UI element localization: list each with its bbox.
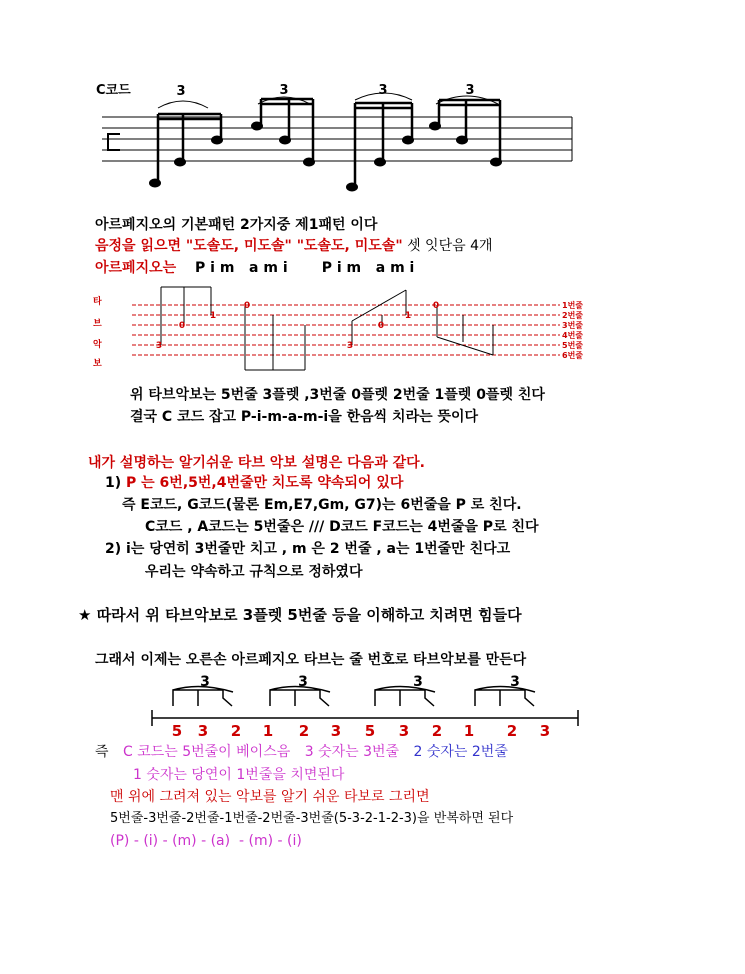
fret-number: 0 xyxy=(178,321,186,331)
fret-number: 1 xyxy=(209,311,217,321)
string-label: 5번줄 xyxy=(562,341,584,350)
chord-label: C코드 xyxy=(96,83,131,98)
tab-side-label: 브 xyxy=(93,319,102,329)
fret-number: 0 xyxy=(377,321,385,331)
new-tab-intro: 그래서 이제는 오른손 아르페지오 타브는 줄 번호로 타브악보를 만든다 xyxy=(95,652,527,668)
summary-line-4: 5번줄-3번줄-2번줄-1번줄-2번줄-3번줄(5-3-2-1-2-3)을 반복하면 된다 xyxy=(110,811,514,826)
summary-prefix: 즉 xyxy=(95,744,109,760)
triplet-mark: 3 xyxy=(298,674,308,690)
string-label: 4번줄 xyxy=(562,331,584,340)
triplet-mark: 3 xyxy=(413,674,423,690)
star-icon: ★ xyxy=(78,606,92,624)
section-item-2: 2) i는 당연히 3번줄만 치고 , m 은 2 번줄 , a는 1번줄만 친다고 xyxy=(105,541,511,557)
section-heading: 내가 설명하는 알기쉬운 타브 악보 설명은 다음과 같다. xyxy=(88,455,425,471)
triplet-mark: 3 xyxy=(176,84,186,99)
summary-line-3: 맨 위에 그려져 있는 악보를 알기 쉬운 타보로 그리면 xyxy=(110,789,430,805)
star-line-text: 따라서 위 타브악보로 3플렛 5번줄 등을 이해하고 치려면 힘들다 xyxy=(96,606,522,624)
string-number: 1 xyxy=(262,722,274,740)
fret-number: 0 xyxy=(432,301,440,311)
string-number: 3 xyxy=(197,722,209,740)
summary-bass-note: C 코드는 5번줄이 베이스음 xyxy=(122,744,291,760)
tab-side-label: 악 xyxy=(93,340,102,350)
triplet-mark: 3 xyxy=(510,674,520,690)
string-label: 3번줄 xyxy=(562,321,584,330)
string-label: 2번줄 xyxy=(562,311,584,320)
triplet-mark: 3 xyxy=(200,674,210,690)
string-label: 1번줄 xyxy=(562,301,584,310)
string-number: 1 xyxy=(463,722,475,740)
summary-line-2: 1 숫자는 당연이 1번줄을 치면된다 xyxy=(133,767,345,783)
intro-line-1: 아르페지오의 기본패턴 2가지중 제1패턴 이다 xyxy=(95,217,378,233)
summary-line-5: (P) - (i) - (m) - (a) - (m) - (i) xyxy=(110,833,302,849)
finger-pattern: P i m a m i P i m a m i xyxy=(195,260,415,276)
fret-number: 3 xyxy=(346,341,354,351)
fret-number: 3 xyxy=(155,341,163,351)
string-number: 5 xyxy=(364,722,376,740)
triplet-mark: 3 xyxy=(378,83,388,98)
summary-three: 3 숫자는 3번줄 xyxy=(304,744,400,760)
arpeggio-label: 아르페지오는 xyxy=(95,260,177,276)
intro-line-2-red: 음정을 읽으면 "도솔도, 미도솔" "도솔도, 미도솔" xyxy=(95,238,403,254)
item-1-number: 1) xyxy=(105,475,122,491)
explain-line-1: 위 타브악보는 5번줄 3플렛 ,3번줄 0플렛 2번줄 1플렛 0플렛 친다 xyxy=(130,387,545,403)
string-label: 6번줄 xyxy=(562,351,584,360)
string-number: 2 xyxy=(506,722,518,740)
triplet-mark: 3 xyxy=(465,83,475,98)
tab-side-label: 타 xyxy=(93,297,102,307)
item-1-text: P 는 6번,5번,4번줄만 치도록 약속되어 있다 xyxy=(126,475,404,491)
string-number: 2 xyxy=(230,722,242,740)
summary-line-1 xyxy=(95,743,508,761)
string-number: 3 xyxy=(539,722,551,740)
fret-number: 0 xyxy=(243,301,251,311)
string-number: 3 xyxy=(330,722,342,740)
intro-line-2-black: 셋 잇단음 4개 xyxy=(402,238,493,254)
triplet-mark: 3 xyxy=(279,83,289,98)
fret-number: 1 xyxy=(404,311,412,321)
string-number: 5 xyxy=(171,722,183,740)
string-number: 3 xyxy=(398,722,410,740)
item-2-sub: 우리는 약속하고 규칙으로 정하였다 xyxy=(145,564,363,580)
summary-two: 2 숫자는 2번줄 xyxy=(413,744,508,760)
string-number: 2 xyxy=(431,722,443,740)
explain-line-2: 결국 C 코드 잡고 P-i-m-a-m-i을 한음씩 치라는 뜻이다 xyxy=(130,409,479,425)
tab-side-label: 보 xyxy=(93,359,102,369)
item-1-sub-2: C코드 , A코드는 5번줄은 /// D코드 F코드는 4번줄을 P로 친다 xyxy=(145,519,539,535)
item-1-sub-1: 즉 E코드, G코드(물론 Em,E7,Gm, G7)는 6번줄을 P 로 친다. xyxy=(122,497,522,513)
string-number: 2 xyxy=(298,722,310,740)
